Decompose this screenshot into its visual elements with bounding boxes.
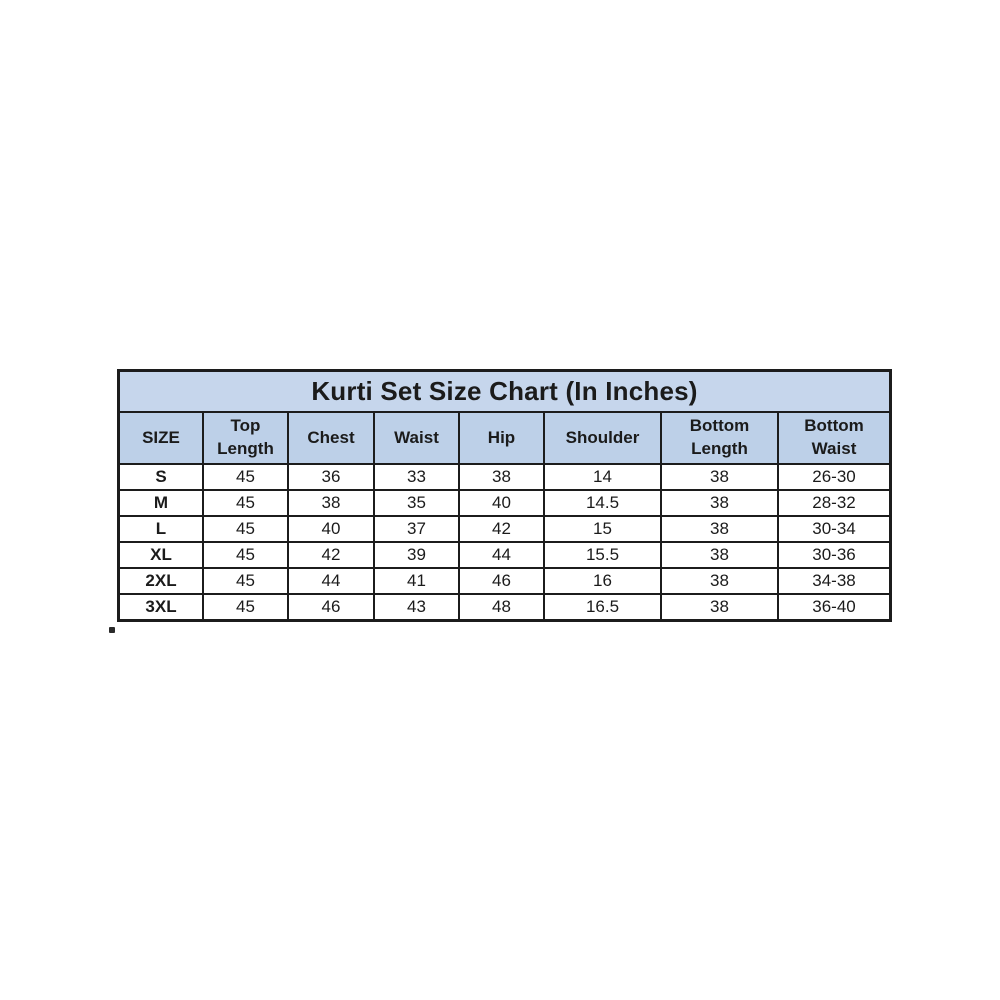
measurement-cell: 33 [374, 464, 459, 490]
measurement-cell: 44 [288, 568, 374, 594]
column-header-bottom-waist: Bottom Waist [778, 412, 891, 464]
measurement-cell: 45 [203, 594, 288, 621]
measurement-cell: 41 [374, 568, 459, 594]
measurement-cell: 45 [203, 516, 288, 542]
table-row-3xl [119, 594, 891, 621]
measurement-cell: 36 [288, 464, 374, 490]
table-row-l [119, 516, 891, 542]
header-row [119, 412, 891, 464]
column-header-bottom-length: Bottom Length [661, 412, 778, 464]
measurement-cell: 40 [459, 490, 544, 516]
measurement-cell: 14.5 [544, 490, 661, 516]
measurement-cell: 38 [661, 568, 778, 594]
measurement-cell: 46 [459, 568, 544, 594]
column-header-chest: Chest [288, 412, 374, 464]
column-header-top-length: Top Length [203, 412, 288, 464]
table-row-xl [119, 542, 891, 568]
size-label: XL [119, 542, 204, 568]
measurement-cell: 37 [374, 516, 459, 542]
measurement-cell: 42 [288, 542, 374, 568]
measurement-cell: 28-32 [778, 490, 891, 516]
measurement-cell: 45 [203, 464, 288, 490]
measurement-cell: 30-36 [778, 542, 891, 568]
measurement-cell: 38 [661, 516, 778, 542]
column-header-hip: Hip [459, 412, 544, 464]
table-row-s [119, 464, 891, 490]
measurement-cell: 45 [203, 568, 288, 594]
chart-title: Kurti Set Size Chart (In Inches) [119, 371, 891, 413]
measurement-cell: 34-38 [778, 568, 891, 594]
size-label: 2XL [119, 568, 204, 594]
size-chart [117, 369, 892, 622]
measurement-cell: 16 [544, 568, 661, 594]
measurement-cell: 26-30 [778, 464, 891, 490]
measurement-cell: 44 [459, 542, 544, 568]
title-row [119, 371, 891, 413]
corner-mark [109, 627, 115, 633]
measurement-cell: 39 [374, 542, 459, 568]
measurement-cell: 45 [203, 542, 288, 568]
table-row-m [119, 490, 891, 516]
measurement-cell: 45 [203, 490, 288, 516]
measurement-cell: 38 [661, 542, 778, 568]
measurement-cell: 16.5 [544, 594, 661, 621]
size-label: S [119, 464, 204, 490]
measurement-cell: 36-40 [778, 594, 891, 621]
measurement-cell: 30-34 [778, 516, 891, 542]
measurement-cell: 46 [288, 594, 374, 621]
measurement-cell: 38 [661, 464, 778, 490]
size-label: M [119, 490, 204, 516]
measurement-cell: 14 [544, 464, 661, 490]
measurement-cell: 48 [459, 594, 544, 621]
size-label: 3XL [119, 594, 204, 621]
column-header-shoulder: Shoulder [544, 412, 661, 464]
table-row-2xl [119, 568, 891, 594]
measurement-cell: 38 [288, 490, 374, 516]
measurement-cell: 43 [374, 594, 459, 621]
column-header-waist: Waist [374, 412, 459, 464]
size-label: L [119, 516, 204, 542]
measurement-cell: 40 [288, 516, 374, 542]
measurement-cell: 38 [661, 594, 778, 621]
measurement-cell: 42 [459, 516, 544, 542]
measurement-cell: 38 [459, 464, 544, 490]
size-chart-table [117, 369, 892, 622]
measurement-cell: 15.5 [544, 542, 661, 568]
measurement-cell: 35 [374, 490, 459, 516]
measurement-cell: 15 [544, 516, 661, 542]
column-header-size: SIZE [119, 412, 204, 464]
measurement-cell: 38 [661, 490, 778, 516]
